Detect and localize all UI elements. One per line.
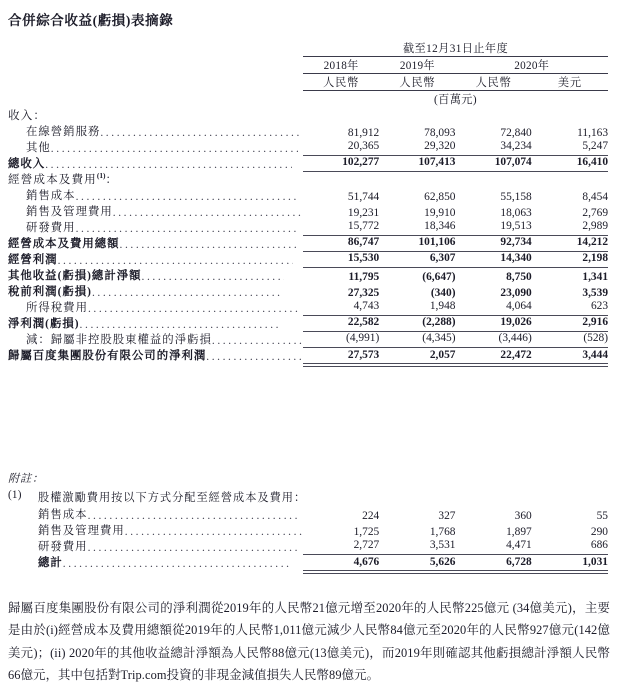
page-title: 合併綜合收益(虧損)表摘錄 [8,13,174,28]
leader-dots [125,526,302,538]
value-cell: 3,531 [379,538,455,554]
value-cell: 1,725 [353,526,380,538]
row-label-cell [8,123,303,139]
value-cell: 3,539 [582,287,609,299]
value-cell: 55 [596,510,608,522]
row-spacer [303,107,608,123]
value-cell: 101,106 [379,235,455,251]
header-row-unit [8,91,608,108]
row-label: 稅前利潤(虧損) [8,286,92,298]
note-description: 股權激勵費用按以下方式分配至經營成本及費用： [38,492,307,504]
leader-dots [58,255,294,267]
row-label-cell [8,187,303,203]
value-cell: 19,026 [456,315,532,331]
value-cell: 2,727 [303,538,379,554]
leader-dots [45,159,292,171]
value-cell: 92,734 [456,235,532,251]
note-table-body [38,506,608,570]
table-header [8,40,608,107]
table-row [8,107,608,123]
table-row [8,203,608,219]
table-row [8,299,608,315]
value-cell: 19,910 [424,207,456,219]
value-cell: 18,063 [500,207,532,219]
value-cell: 22,582 [303,315,379,331]
row-label: 在線營銷服務 [26,126,101,138]
row-label: 經營成本及費用總額 [8,238,120,250]
footnote-marker: (1) [96,171,106,181]
row-label: 經營利潤 [8,254,58,266]
value-cell: 4,471 [456,538,532,554]
table-row [8,267,608,283]
value-cell: (3,446) [456,331,532,347]
value-cell: 55,158 [500,191,532,203]
value-cell: 86,747 [303,235,379,251]
value-cell: 102,277 [303,155,379,171]
value-cell: 1,897 [506,526,532,538]
table-row [8,235,608,251]
row-label-cell [8,219,303,235]
row-label-cell [8,347,303,363]
value-cell: (4,345) [379,331,455,347]
table-row [8,283,608,299]
table-row [38,554,608,570]
leader-dots [113,207,302,219]
value-cell: 78,093 [424,127,456,139]
leader-dots [88,303,300,315]
note-number: (1) [8,489,22,501]
row-label: 歸屬百度集團股份有限公司的淨利潤 [8,350,207,362]
row-label: 所得稅費用 [26,302,88,314]
value-cell: 2,989 [532,219,608,235]
value-cell: 1,948 [379,299,455,315]
value-cell: 11,795 [348,271,380,283]
section-heading [8,171,303,187]
leader-dots [212,335,303,347]
leader-dots [92,287,281,299]
value-cell: 11,163 [577,127,609,139]
value-cell: 2,198 [532,251,608,267]
row-label-cell [38,538,303,554]
share-based-compensation-table [38,506,608,571]
value-cell: 1,768 [429,526,456,538]
leader-dots [51,143,298,155]
leader-dots [100,127,300,139]
header-year-2020: 2020年 [456,57,609,74]
row-label-cell [38,522,303,538]
value-cell: 290 [590,526,608,538]
row-spacer [303,171,608,187]
table-row [8,251,608,267]
value-cell: 81,912 [347,127,380,139]
value-cell: 15,530 [303,251,379,267]
header-year-2019: 2019年 [379,57,455,74]
value-cell: 8,750 [506,271,532,283]
row-label-cell [8,299,303,315]
table-row [8,315,608,331]
row-label-cell [8,315,303,331]
table-row [38,522,608,538]
table-row [8,331,608,347]
header-period-label: 截至12月31日止年度 [303,40,608,57]
value-cell: 686 [532,538,608,554]
value-cell: 8,454 [582,191,609,203]
header-unit-label: (百萬元) [434,94,478,106]
value-cell: 15,772 [303,219,379,235]
table-body [8,107,608,363]
row-label-cell [8,139,303,155]
header-spacer [8,91,303,108]
row-label: 銷售成本 [38,509,88,521]
value-cell: 20,365 [303,139,379,155]
leader-dots [88,510,300,522]
row-label-cell [8,203,303,219]
leader-dots [88,542,300,554]
row-label: 其他收益(虧損)總計淨額 [8,270,142,282]
table-row [8,171,608,187]
value-cell: 2,769 [582,207,609,219]
row-label: 銷售及管理費用 [38,525,125,537]
value-cell: 29,320 [379,139,455,155]
leader-dots [76,223,300,235]
header-spacer [8,40,303,57]
consolidated-income-statement-table [8,40,608,364]
value-cell: 2,057 [379,347,455,363]
table-row [38,538,608,554]
table-row [8,219,608,235]
value-cell: 5,626 [379,554,455,570]
value-cell: 6,307 [379,251,455,267]
value-cell: 27,325 [347,287,380,299]
leader-dots [142,271,285,283]
value-cell: 22,472 [456,347,532,363]
value-cell: 360 [514,510,532,522]
row-label-cell [8,283,303,299]
row-label: 其他 [26,142,51,154]
header-currency-rmb-2020: 人民幣 [456,74,532,91]
value-cell: (4,991) [303,331,379,347]
header-currency-usd-2020: 美元 [532,74,608,91]
value-cell: 6,728 [456,554,532,570]
value-cell: 1,031 [532,554,608,570]
value-cell: 27,573 [303,347,379,363]
table-row [8,139,608,155]
section-heading-label: 經營成本及費用 [8,173,97,186]
value-cell: 107,413 [379,155,455,171]
row-label: 總收入 [8,158,46,170]
value-cell: 16,410 [532,155,608,171]
header-currency-rmb-2019: 人民幣 [379,74,455,91]
row-label-cell [8,251,303,267]
value-cell: 623 [532,299,608,315]
value-cell: 4,676 [303,554,379,570]
header-row-period [8,40,608,57]
header-spacer [8,74,303,91]
value-cell: 19,231 [347,207,380,219]
header-currency-rmb-2018: 人民幣 [303,74,379,91]
row-label: 銷售及管理費用 [26,206,113,218]
row-label-cell [38,554,303,570]
leader-dots [120,239,298,251]
row-label-cell [8,331,303,347]
notes-label: 附註： [8,473,44,485]
value-cell: 224 [362,510,380,522]
analysis-paragraph: 歸屬百度集團股份有限公司的淨利潤從2019年的人民幣21億元增至2020年的人民幣225億元 (34億美元)，主要是由於(i)經營成本及費用總額從2019年的人民幣1,011億元減少人民幣84億元至2020年的人民幣927億元(142億美元)；(ii) 2020年的其他收益總計淨額為人民幣88億元(13億美元)，而2019年則確認其他虧損總計淨額人民幣66億元，其中包括對Trip.com投資的非現金減值損失人民幣89億元。 [8,601,610,683]
header-year-2018: 2018年 [303,57,379,74]
value-cell: (6,647) [422,271,456,283]
table-row [8,347,608,363]
value-cell: 51,744 [347,191,380,203]
value-cell: 327 [438,510,456,522]
leader-dots [63,558,292,570]
value-cell: 62,850 [424,191,456,203]
row-label-cell [38,506,303,522]
leader-dots [206,351,302,363]
leader-dots [80,319,281,331]
row-label-cell [8,155,303,171]
row-label: 研發費用 [38,541,88,553]
value-cell: 1,341 [582,271,609,283]
value-cell: 4,743 [303,299,379,315]
leader-dots [76,191,300,203]
header-spacer [8,57,303,74]
row-label: 研發費用 [26,222,76,234]
table-row [8,187,608,203]
row-label-cell [8,235,303,251]
value-cell: (2,288) [379,315,455,331]
header-row-years [8,57,608,74]
row-label: 減：歸屬非控股股東權益的淨虧損 [26,334,212,346]
row-label-cell [8,267,303,283]
value-cell: 34,234 [456,139,532,155]
value-cell: 19,513 [456,219,532,235]
row-label: 銷售成本 [26,190,76,202]
row-label: 總計 [38,557,63,569]
header-row-currencies [8,74,608,91]
table-row [8,123,608,139]
table-row [38,506,608,522]
row-label: 淨利潤(虧損) [8,318,80,330]
table-row [8,155,608,171]
value-cell: 5,247 [532,139,608,155]
value-cell: (340) [430,287,456,299]
value-cell: 14,212 [532,235,608,251]
value-cell: (528) [532,331,608,347]
value-cell: 23,090 [500,287,532,299]
section-heading [8,107,303,123]
section-heading-suffix: ： [105,173,119,186]
section-heading-label: 收入： [8,109,47,122]
value-cell: 107,074 [456,155,532,171]
value-cell: 18,346 [379,219,455,235]
value-cell: 3,444 [532,347,608,363]
value-cell: 72,840 [500,127,532,139]
value-cell: 14,340 [456,251,532,267]
value-cell: 4,064 [456,299,532,315]
value-cell: 2,916 [532,315,608,331]
